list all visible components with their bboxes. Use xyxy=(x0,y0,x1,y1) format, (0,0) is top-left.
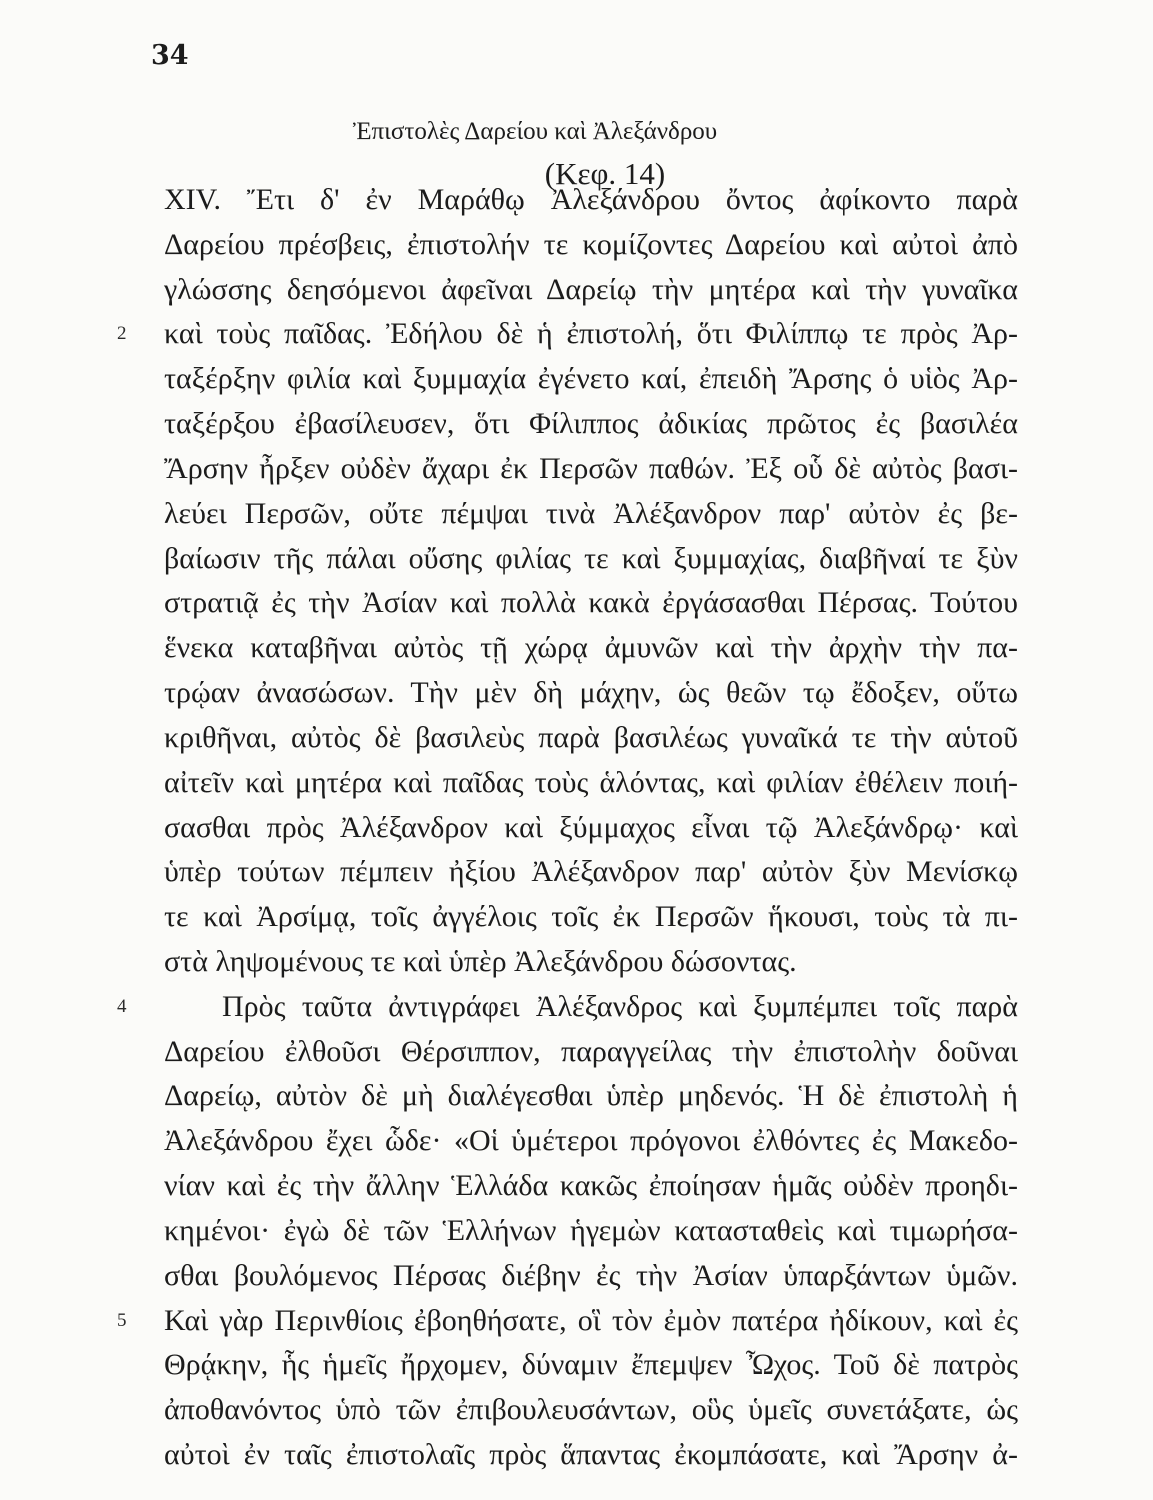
chapter-subtitle: (Κεφ. 14) xyxy=(544,156,666,191)
text-line: Δαρείῳ, αὐτὸν δὲ μὴ διαλέγεσθαι ὑπὲρ μηδενός. Ἡ δὲ ἐπιστολὴ ἡ xyxy=(164,1079,1018,1112)
margin-number-4: 4 xyxy=(117,996,127,1017)
text-line: XIV. Ἔτι δ' ἐν Μαράθῳ Ἀλεξάνδρου ὄντος ἀφίκοντο παρὰ xyxy=(164,183,1018,216)
text-line: αἰτεῖν καὶ μητέρα καὶ παῖδας τοὺς ἁλόντας, καὶ φιλίαν ἐθέλειν ποιή- xyxy=(164,766,1018,799)
text-line: γλώσσης δεησόμενοι ἀφεῖναι Δαρείῳ τὴν μητέρα καὶ τὴν γυναῖκα xyxy=(164,273,1018,306)
text-line: Πρὸς ταῦτα ἀντιγράφει Ἀλέξανδρος καὶ ξυμπέμπει τοῖς παρὰ xyxy=(222,990,1018,1023)
text-line: ταξέρξου ἐβασίλευσεν, ὅτι Φίλιππος ἀδικίας πρῶτος ἐς βασιλέα xyxy=(164,407,1018,440)
text-line: τε καὶ Ἀρσίμᾳ, τοῖς ἀγγέλοις τοῖς ἐκ Περσῶν ἥκουσι, τοὺς τὰ πι- xyxy=(164,900,1018,933)
text-line: στὰ ληψομένους τε καὶ ὑπὲρ Ἀλεξάνδρου δώσοντας. xyxy=(164,945,797,978)
text-line: Καὶ γὰρ Περινθίοις ἐβοηθήσατε, οἳ τὸν ἐμὸν πατέρα ἠδίκουν, καὶ ἐς xyxy=(164,1304,1018,1337)
text-line: Δαρείου ἐλθοῦσι Θέρσιππον, παραγγείλας τὴν ἐπιστολὴν δοῦναι xyxy=(164,1035,1018,1068)
text-line: Ἄρσην ἦρξεν οὐδὲν ἄχαρι ἐκ Περσῶν παθών. Ἐξ οὗ δὲ αὐτὸς βασι- xyxy=(164,452,1018,485)
text-line: αὐτοὶ ἐν ταῖς ἐπιστολαῖς πρὸς ἅπαντας ἐκομπάσατε, καὶ Ἄρσην ἀ- xyxy=(164,1438,1018,1471)
text-line: Θρᾴκην, ἧς ἡμεῖς ἤρχομεν, δύναμιν ἔπεμψεν Ὦχος. Τοῦ δὲ πατρὸς xyxy=(164,1348,1018,1381)
text-line: ἕνεκα καταβῆναι αὐτὸς τῇ χώρᾳ ἀμυνῶν καὶ τὴν ἀρχὴν τὴν πα- xyxy=(164,631,1018,664)
text-line: Δαρείου πρέσβεις, ἐπιστολήν τε κομίζοντες Δαρείου καὶ αὐτοὶ ἀπὸ xyxy=(164,228,1018,261)
text-line: ταξέρξην φιλία καὶ ξυμμαχία ἐγένετο καί, ἐπειδὴ Ἄρσης ὁ υἱὸς Ἀρ- xyxy=(164,362,1018,395)
text-line: καὶ τοὺς παῖδας. Ἐδήλου δὲ ἡ ἐπιστολή, ὅτι Φιλίππῳ τε πρὸς Ἀρ- xyxy=(164,317,1018,350)
text-line: λεύει Περσῶν, οὔτε πέμψαι τινὰ Ἀλέξανδρον παρ' αὐτὸν ἐς βε- xyxy=(164,497,1018,530)
text-line: ὑπὲρ τούτων πέμπειν ἠξίου Ἀλέξανδρον παρ' αὐτὸν ξὺν Μενίσκῳ xyxy=(164,855,1018,888)
text-line: βαίωσιν τῆς πάλαι οὔσης φιλίας τε καὶ ξυμμαχίας, διαβῆναί τε ξὺν xyxy=(164,542,1018,575)
page-number: 34 xyxy=(151,40,189,71)
text-line: σασθαι πρὸς Ἀλέξανδρον καὶ ξύμμαχος εἶναι τῷ Ἀλεξάνδρῳ· καὶ xyxy=(164,811,1018,844)
text-line: ἀποθανόντος ὑπὸ τῶν ἐπιβουλευσάντων, οὓς ὑμεῖς συνετάξατε, ὡς xyxy=(164,1393,1018,1426)
chapter-title: Ἐπιστολὲς Δαρείου καὶ Ἀλεξάνδρου xyxy=(352,118,718,145)
margin-number-2: 2 xyxy=(117,323,127,344)
text-line: Ἀλεξάνδρου ἔχει ὧδε· «Οἱ ὑμέτεροι πρόγονοι ἐλθόντες ἐς Μακεδο- xyxy=(164,1124,1018,1157)
text-line: κημένοι· ἐγὼ δὲ τῶν Ἑλλήνων ἡγεμὼν κατασταθεὶς καὶ τιμωρήσα- xyxy=(164,1214,1018,1247)
text-line: σθαι βουλόμενος Πέρσας διέβην ἐς τὴν Ἀσίαν ὑπαρξάντων ὑμῶν. xyxy=(164,1259,1018,1292)
text-line: τρῴαν ἀνασώσων. Τὴν μὲν δὴ μάχην, ὡς θεῶν τῳ ἔδοξεν, οὕτω xyxy=(164,676,1018,709)
text-line: κριθῆναι, αὐτὸς δὲ βασιλεὺς παρὰ βασιλέως γυναῖκά τε τὴν αὑτοῦ xyxy=(164,721,1018,754)
margin-number-5: 5 xyxy=(117,1310,127,1331)
text-line: στρατιᾷ ἐς τὴν Ἀσίαν καὶ πολλὰ κακὰ ἐργάσασθαι Πέρσας. Τούτου xyxy=(164,586,1018,619)
text-line: νίαν καὶ ἐς τὴν ἄλλην Ἑλλάδα κακῶς ἐποίησαν ἡμᾶς οὐδὲν προηδι- xyxy=(164,1169,1018,1202)
